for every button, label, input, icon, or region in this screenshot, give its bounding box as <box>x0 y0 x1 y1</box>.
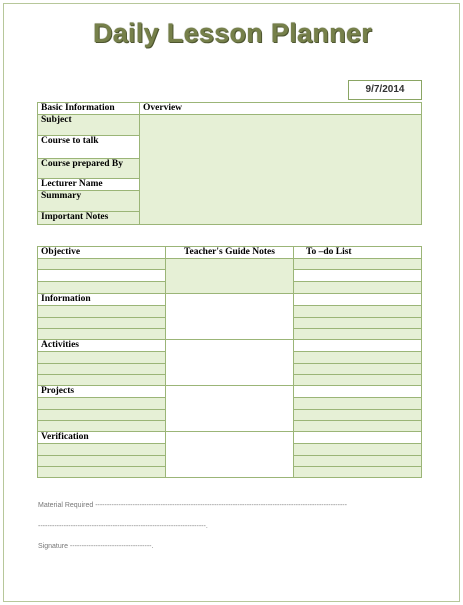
section-label-activities: Activities <box>38 340 166 352</box>
teachers-guide-header: Teacher's Guide Notes <box>166 247 294 259</box>
objective-line[interactable] <box>38 259 166 270</box>
row-label-course-to-talk: Course to talk <box>38 136 140 159</box>
todo-line[interactable] <box>294 329 422 340</box>
todo-line[interactable] <box>294 270 422 282</box>
row-label-subject: Subject <box>38 115 140 136</box>
objective-line[interactable] <box>38 282 166 294</box>
todo-line[interactable] <box>294 318 422 329</box>
section-label-projects: Projects <box>38 386 166 398</box>
row-label-important-notes: Important Notes <box>38 212 140 225</box>
section-label-verification: Verification <box>38 432 166 444</box>
objective-line[interactable] <box>38 467 166 478</box>
objective-line[interactable] <box>38 364 166 375</box>
todo-line[interactable] <box>294 456 422 467</box>
todo-line[interactable] <box>294 352 422 364</box>
todo-line[interactable] <box>294 340 422 352</box>
objective-line[interactable] <box>38 329 166 340</box>
basic-info-header: Basic Information <box>38 103 140 115</box>
objective-header: Objective <box>38 247 166 259</box>
objective-line[interactable] <box>38 398 166 410</box>
guide-notes-box[interactable] <box>166 386 294 432</box>
overview-header: Overview <box>140 103 422 115</box>
material-continuation-line[interactable]: ------------------------------------------------------------------------. <box>38 523 208 530</box>
objective-line[interactable] <box>38 444 166 456</box>
todo-line[interactable] <box>294 467 422 478</box>
overview-area[interactable] <box>140 115 422 225</box>
objective-line[interactable] <box>38 456 166 467</box>
objective-line[interactable] <box>38 352 166 364</box>
section-label-information: Information <box>38 294 166 306</box>
objective-line[interactable] <box>38 270 166 282</box>
plan-table <box>37 246 422 478</box>
todo-line[interactable] <box>294 306 422 318</box>
todo-line[interactable] <box>294 282 422 294</box>
page-title: Daily Lesson Planner <box>92 18 373 48</box>
objective-line[interactable] <box>38 306 166 318</box>
date-field[interactable]: 9/7/2014 <box>348 80 422 100</box>
objective-line[interactable] <box>38 421 166 432</box>
todo-line[interactable] <box>294 444 422 456</box>
guide-notes-box[interactable] <box>166 432 294 478</box>
todo-line[interactable] <box>294 386 422 398</box>
todo-line[interactable] <box>294 410 422 421</box>
objective-line[interactable] <box>38 410 166 421</box>
row-label-summary: Summary <box>38 191 140 212</box>
todo-line[interactable] <box>294 421 422 432</box>
todo-line[interactable] <box>294 375 422 386</box>
guide-notes-box[interactable] <box>166 294 294 340</box>
todo-line[interactable] <box>294 294 422 306</box>
signature-line[interactable]: Signature -----------------------------------. <box>38 543 154 550</box>
todo-line[interactable] <box>294 432 422 444</box>
guide-notes-box[interactable] <box>166 340 294 386</box>
todo-header: To –do List <box>294 247 422 259</box>
todo-line[interactable] <box>294 259 422 270</box>
guide-notes-box[interactable] <box>166 259 294 294</box>
row-label-course-prepared-by: Course prepared By <box>38 159 140 179</box>
todo-line[interactable] <box>294 364 422 375</box>
objective-line[interactable] <box>38 318 166 329</box>
basic-info-table <box>37 102 422 225</box>
objective-line[interactable] <box>38 375 166 386</box>
row-label-lecturer-name: Lecturer Name <box>38 179 140 191</box>
material-required-line[interactable]: Material Required ------------------------------------------------------------------------------------------------------------ <box>38 502 347 509</box>
todo-line[interactable] <box>294 398 422 410</box>
